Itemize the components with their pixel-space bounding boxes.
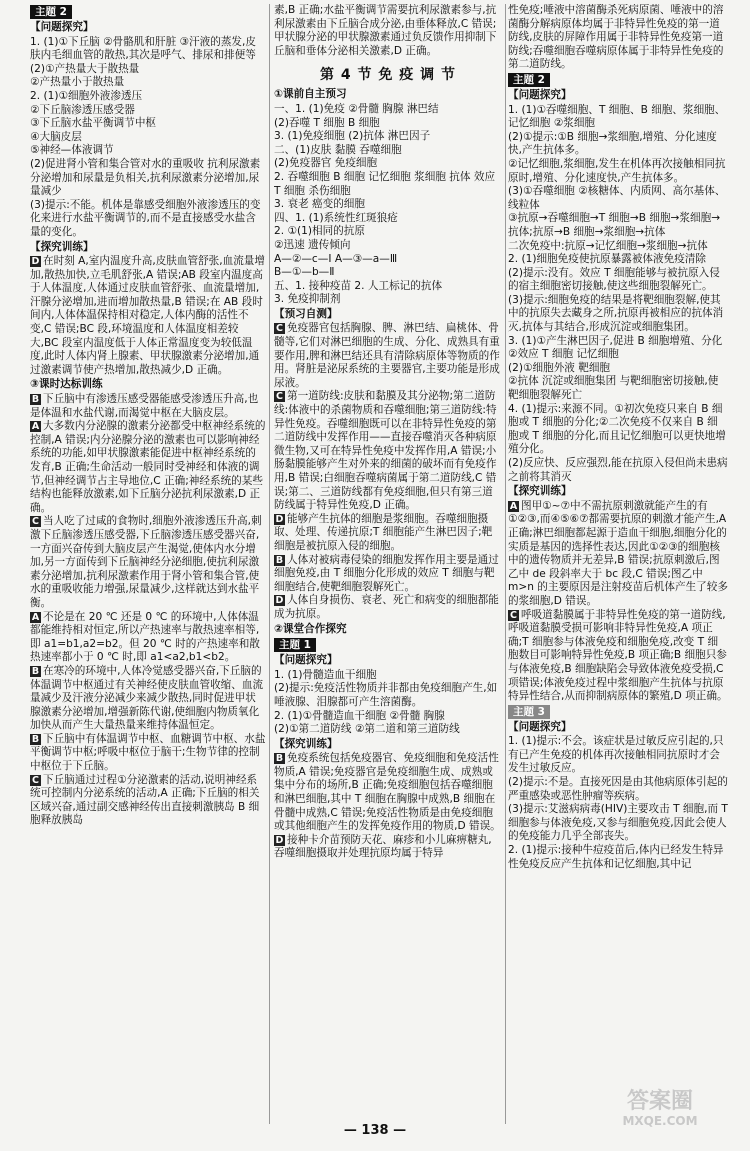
column-divider-right: [505, 4, 506, 1124]
answer-explanation: 接种卡介苗预防天花、麻疹和小儿麻痹糖丸,吞噬细胞摄取并处理抗原均属于特异: [274, 833, 492, 860]
answer-line: (2)①第二道防线 ②第二道和第三道防线: [274, 723, 460, 736]
left-column: [30, 4, 266, 828]
answer-line: 性免疫;唾液中溶菌酶杀死病原菌、唾液中的溶菌酶分解病原体均属于非特异性免疫的第一道防线,皮肤的屏障作用属于非特异性免疫第一道防线;吞噬细胞吞噬病原体属于非特异性免疫的第二道防线。: [508, 4, 724, 71]
topic-heading-row: [274, 637, 502, 653]
answer-choice-badge: D: [275, 834, 284, 846]
answer-line: 3. (1)①产生淋巴因子,促进 B 细胞增殖、分化: [508, 334, 723, 347]
answer-choice-badge: A: [509, 500, 518, 512]
answer-explanation: 第一道防线:皮肤和黏膜及其分泌物;第二道防线:体液中的杀菌物质和吞噬细胞;第三道防线:特异性免疫。吞噬细胞既可以在非特异性免疫的第二道防线中发挥作用——直接吞噬消灭各种病原微生物,又可在特异性免疫中发挥作用,A 错误;小肠黏膜能够产生对外来的细菌的破坏而有免疫作用,B 错误;白细胞吞噬病菌属于第二道防线,C 错误;第二、三道防线都有免疫细胞,但只有第三道防线属于特异性免疫,D 正确。: [274, 390, 497, 512]
answer-line: ②抗体 沉淀或细胞集团 与靶细胞密切接触,使靶细胞裂解死亡: [508, 375, 719, 402]
answer-line: ③抗原→吞噬细胞→T 细胞→B 细胞→浆细胞→抗体;抗原→B 细胞→浆细胞→抗体: [508, 212, 721, 238]
answer-line: (2)提示:不是。直接死因是由其他病原体引起的严重感染或恶性肿瘤等疾病。: [508, 776, 728, 802]
page-number: — 138 —: [343, 1123, 407, 1138]
answer-line: 2. (1)①细胞外液渗透压: [30, 89, 143, 102]
answer-line: 2. ①(1)相同的抗原: [274, 225, 365, 238]
answer-item: [508, 609, 728, 704]
answer-line: 素,B 正确;水盐平衡调节需要抗利尿激素参与,抗利尿激素由下丘脑合成分泌,由垂体释放,C 错误;甲状腺分泌的甲状腺激素通过负反馈作用抑制下丘脑和垂体分泌相关激素,D 正确。: [274, 4, 497, 57]
answer-line: (3)提示:细胞免疫的结果是将靶细胞裂解,使其中的抗原失去藏身之所,抗原再被相应的抗体消灭,抗体与其结合,形成沉淀或细胞集团。: [508, 293, 724, 334]
answer-choice-badge: A: [31, 421, 40, 433]
answer-line: (3)①吞噬细胞 ②核糖体、内质网、高尔基体、线粒体: [508, 185, 726, 211]
answer-line: 2. (1)提示:接种牛痘疫苗后,体内已经发生特异性免疫反应产生抗体和记忆细胞,其中记: [508, 844, 724, 870]
answer-item: [274, 554, 502, 595]
answer-line: ⑤神经—体液调节: [30, 144, 114, 157]
watermark-text: 答案圈: [626, 1089, 693, 1114]
answer-line: (3)提示:不能。机体是靠感受细胞外液渗透压的变化来进行水盐平衡调节的,而不是直接感受水盐含量的变化。: [30, 198, 261, 238]
answer-line: ②记忆细胞,浆细胞,发生在机体再次接触相同抗原时,增殖、分化速度快,产生抗体多。: [508, 157, 726, 184]
answer-line: ②迅速 遗传倾向: [274, 238, 351, 251]
answer-line: 二、(1)皮肤 黏膜 吞噬细胞: [274, 143, 402, 156]
answer-explanation: 大多数内分泌腺的激素分泌都受中枢神经系统的控制,A 错误;内分泌腺分泌的激素也可以影响神经系统的功能,如甲状腺激素能促进中枢神经系统的发育,B 正确;生命活动一般同时受神经和体液的调节,但神经调节占主导地位,C 正确;神经系统的某些结构也能释放激素,如下丘脑分泌抗利尿激素,D 正确。: [30, 420, 266, 514]
answer-choice-badge: B: [275, 554, 284, 566]
answer-line: 一、1. (1)免疫 ②骨髓 胸腺 淋巴结: [274, 102, 439, 115]
answer-choice-badge: C: [274, 323, 285, 334]
answer-line: 1. (1)骨髓造血干细胞: [274, 668, 377, 681]
answer-choice-badge: B: [31, 733, 40, 745]
lesson-part-heading: ③课时达标训练: [30, 378, 103, 391]
answer-item: [30, 774, 266, 828]
answer-item: [274, 390, 502, 512]
topic-heading: 主题 3: [508, 705, 550, 719]
answer-item: [274, 752, 502, 834]
answer-item: [274, 322, 502, 390]
answer-line: (2)提示:没有。效应 T 细胞能够与被抗原入侵的宿主细胞密切接触,使这些细胞裂解死亡。: [508, 266, 720, 293]
answer-line: (2)提示:免疫活性物质并非都由免疫细胞产生,如唾液腺、泪腺都可产生溶菌酶。: [274, 682, 498, 708]
answer-line: (2)免疫器官 免疫细胞: [274, 157, 378, 170]
answer-line: 3. 免疫抑制剂: [274, 293, 341, 306]
answer-item: [30, 733, 266, 774]
answer-line: (2)反应快、反应强烈,能在抗原入侵但尚未患病之前将其消灭: [508, 457, 728, 483]
answer-explanation: 人体对被病毒侵染的细胞发挥作用主要是通过细胞免疫,由 T 细胞分化形成的效应 T 细胞与靶细胞结合,使靶细胞裂解死亡。: [274, 553, 499, 593]
answer-choice-badge: A: [31, 611, 40, 623]
section-heading: 【探究训练】: [274, 737, 338, 750]
answer-explanation: 免疫器官包括胸腺、脾、淋巴结、扁桃体、骨髓等,它们对淋巴细胞的生成、分化、成熟具有重要作用,脾和淋巴结还具有清除病原体等物质的作用。肾脏是泌尿系统的主要器官,主要功能是形成尿液。: [274, 322, 500, 389]
answer-line: (2)①细胞外液 靶细胞: [508, 361, 611, 374]
answer-line: 3. (1)免疫细胞 (2)抗体 淋巴因子: [274, 130, 431, 143]
answer-line: ②产热量小于散热量: [30, 76, 125, 89]
topic-heading-row: [508, 704, 728, 720]
answer-choice-badge: B: [275, 753, 284, 765]
answer-item: [30, 665, 266, 733]
answer-line: (2)促进肾小管和集合管对水的重吸收 抗利尿激素分泌增加和尿量是负相关,抗利尿激素分泌增加,尿量减少: [30, 157, 261, 198]
answer-choice-badge: D: [31, 256, 40, 268]
answer-line: 4. (1)提示:来源不同。①初次免疫只来自 B 细胞或 T 细胞的分化;②二次免疫不仅来自 B 细胞或 T 细胞的分化,而且记忆细胞可以更快地增殖分化。: [508, 402, 726, 456]
answer-choice-badge: D: [275, 595, 284, 607]
answer-explanation: 免疫系统包括免疫器官、免疫细胞和免疫活性物质,A 错误;免疫器官是免疫细胞生成、成熟或集中分布的场所,B 正确;免疫细胞包括吞噬细胞和淋巴细胞,其中 T 细胞在胸腺中成熟,B 细胞在骨髓中成熟,C 错误;免疫活性物质是由免疫细胞或其他细胞产生的发挥免疫作用的物质,D 错误。: [274, 752, 501, 833]
answer-item: [30, 420, 266, 515]
answer-explanation: 图甲①~⑦中不需抗原刺激就能产生的有①②③,而④⑤⑥⑦都需要抗原的刺激才能产生,A 正确;淋巴细胞都起源于造血干细胞,细胞分化的实质是基因的选择性表达,因此①②③的细胞核中的遗传物质并无差异,B 错误;抗原刺激后,图乙中 de 段斜率大于 bc 段,C 错误;图乙中 m>n 的主要原因是注射疫苗后机体产生了较多的浆细胞,D 错误。: [508, 499, 728, 607]
section-heading: 【问题探究】: [508, 720, 572, 733]
answer-item: [30, 255, 266, 377]
right-column: [508, 4, 728, 871]
answer-item: [274, 834, 502, 861]
answer-item: [508, 500, 728, 609]
lesson-part-heading: ②课堂合作探究: [274, 622, 347, 635]
answer-item: [30, 611, 266, 665]
answer-choice-badge: B: [31, 394, 40, 406]
section-title: 第 4 节 免 疫 调 节: [320, 67, 456, 84]
answer-item: [274, 513, 502, 554]
section-heading: 【问题探究】: [508, 88, 572, 101]
answer-item: [274, 594, 502, 621]
section-heading: 【预习自测】: [274, 307, 338, 320]
answer-choice-badge: C: [508, 610, 519, 621]
section-heading: 【问题探究】: [30, 21, 94, 33]
answer-line: ③下丘脑水盐平衡调节中枢: [30, 117, 157, 130]
answer-item: [30, 393, 266, 420]
answer-line: (2)吞噬 T 细胞 B 细胞: [274, 116, 380, 129]
topic-heading: 主题 2: [508, 73, 550, 87]
answer-explanation: 在时刻 A,室内温度升高,皮肤血管舒张,血流量增加,散热加快,立毛肌舒张,A 错误;AB 段室内温度高于人体温度,人体通过皮肤血管舒张、血流量增加,汗腺分泌增加,进而增加散热量,B 错误;在 AB 段时间内,人体体温保持相对稳定,人体内酶的活性不变,C 错误;BC 段,环境温度和人体温度相差较大,BC 段室内温度低于人体正常温度变为较低温度,此时人体内肾上腺素、甲状腺激素分泌增加,通过激素调节使产热增加,散热减少,D 正确。: [30, 255, 265, 376]
answer-explanation: 下丘脑中有体温调节中枢、血糖调节中枢、水盐平衡调节中枢;呼吸中枢位于脑干;生物节律的控制中枢位于下丘脑。: [30, 732, 266, 773]
answer-explanation: 下丘脑中有渗透压感受器能感受渗透压升高,也是体温和水盐代谢,而渴觉中枢在大脑皮层。: [30, 393, 259, 419]
lesson-part-heading: ①课前自主预习: [274, 88, 347, 101]
answer-line: A—②—c—Ⅰ A—③—a—Ⅲ: [274, 252, 398, 265]
section-heading: 【探究训练】: [508, 485, 572, 498]
answer-explanation: 当人吃了过咸的食物时,细胞外液渗透压升高,刺激下丘脑渗透压感受器,下丘脑渗透压感受器兴奋,一方面兴奋传到大脑皮层产生渴觉,使体内水分增加,另一方面传到下丘脑神经分泌细胞,使抗利尿激素分泌增加,抗利尿激素作用于肾小管和集合管,使水的重吸收能力增强,尿量减少,这样就达到水盐平衡。: [30, 515, 262, 609]
answer-choice-badge: B: [31, 665, 40, 677]
answer-line: 1. (1)①下丘脑 ②骨骼肌和肝脏 ③汗液的蒸发,皮肤内毛细血管的散热,其次是呼气、排尿和排便等: [30, 35, 256, 62]
section-heading: 【问题探究】: [274, 654, 338, 667]
topic-heading-row: [30, 4, 266, 20]
answer-explanation: 能够产生抗体的细胞是浆细胞。吞噬细胞摄取、处理、传递抗原;T 细胞能产生淋巴因子;靶细胞是被抗原入侵的细胞。: [274, 512, 493, 552]
column-divider-left: [269, 4, 270, 1124]
answer-line: ②效应 T 细胞 记忆细胞: [508, 348, 619, 361]
answer-explanation: 呼吸道黏膜属于非特异性免疫的第一道防线,呼吸道黏膜受损可影响非特异性免疫,A 项正确;T 细胞参与体液免疫和细胞免疫,改变 T 细胞数目可影响特异性免疫,B 项正确;B 细胞只参与体液免疫,B 细胞缺陷会导致体液免疫受损,C 项错误;体液免疫过程中浆细胞产生抗体与抗原特异性结合,从而抑制病原体的繁殖,D 项正确。: [508, 608, 728, 703]
section-heading: 【探究训练】: [30, 240, 94, 253]
answer-choice-badge: C: [274, 391, 285, 402]
topic-heading: 主题 2: [30, 5, 72, 19]
answer-line: 1. (1)①吞噬细胞、T 细胞、B 细胞、浆细胞、记忆细胞 ②浆细胞: [508, 103, 726, 130]
answer-explanation: 下丘脑通过过程①分泌激素的活动,说明神经系统可控制内分泌系统的活动,A 正确;下丘脑的相关区域兴奋,通过副交感神经传出直接刺激胰岛 B 细胞释放胰岛: [30, 773, 260, 827]
middle-column: [274, 4, 502, 861]
answer-line: 二次免疫中:抗原→记忆细胞→浆细胞→抗体: [508, 239, 708, 252]
topic-heading-row: [508, 72, 728, 88]
answer-line: ②下丘脑渗透压感受器: [30, 103, 135, 116]
answer-choice-badge: D: [275, 513, 284, 525]
answer-line: 1. (1)提示:不会。该症状是过敏反应引起的,只有已产生免疫的机体再次接触相同抗原时才会发生过敏反应。: [508, 735, 724, 775]
answer-choice-badge: C: [30, 516, 41, 527]
answer-explanation: 不论是在 20 ℃ 还是 0 ℃ 的环境中,人体体温都能维持相对恒定,所以产热速率与散热速率相等,即 a1=b1,a2=b2。但 20 ℃ 时的产热速率和散热速率都小于 0 ℃ 时,即 a1<a2,b1<b2。: [30, 610, 260, 664]
answer-line: (2)①产热量大于散热量: [30, 62, 140, 75]
answer-line: ④大脑皮层: [30, 130, 82, 143]
answer-choice-badge: C: [30, 775, 41, 786]
answer-line: (3)提示:艾滋病病毒(HIV)主要攻击 T 细胞,而 T 细胞参与体液免疫,又参与细胞免疫,因此会使人的免疫能力几乎全部丧失。: [508, 803, 728, 843]
answer-line: 2. (1)细胞免疫使抗原暴露被体液免疫清除: [508, 253, 706, 266]
answer-explanation: 人体自身损伤、衰老、死亡和病变的细胞都能成为抗原。: [274, 594, 499, 620]
topic-heading: 主题 1: [274, 638, 316, 652]
watermark-url: MXQE.COM: [622, 1114, 698, 1128]
answer-line: 四、1. (1)系统性红斑狼疮: [274, 211, 398, 224]
answer-line: 五、1. 接种疫苗 2. 人工标记的抗体: [274, 279, 443, 292]
answer-line: 2. (1)①骨髓造血干细胞 ②骨髓 胸腺: [274, 709, 445, 722]
watermark-logo: [600, 1090, 720, 1140]
answer-line: B—①—b—Ⅱ: [274, 266, 335, 279]
answer-line: (2)①提示:①B 细胞→浆细胞,增殖、分化速度快,产生抗体多。: [508, 130, 717, 157]
answer-item: [30, 515, 266, 610]
answer-line: 2. 吞噬细胞 B 细胞 记忆细胞 浆细胞 抗体 效应 T 细胞 杀伤细胞: [274, 170, 496, 197]
answer-line: 3. 衰老 癌变的细胞: [274, 198, 365, 211]
answer-explanation: 在寒冷的环境中,人体冷觉感受器兴奋,下丘脑的体温调节中枢通过有关神经使皮肤血管收缩、血流量减少及汗液分泌减少来减少散热,同时促进甲状腺激素分泌增加,增强新陈代谢,使细胞内物质氧化加快从而产生大量热量来维持体温恒定。: [30, 664, 264, 732]
